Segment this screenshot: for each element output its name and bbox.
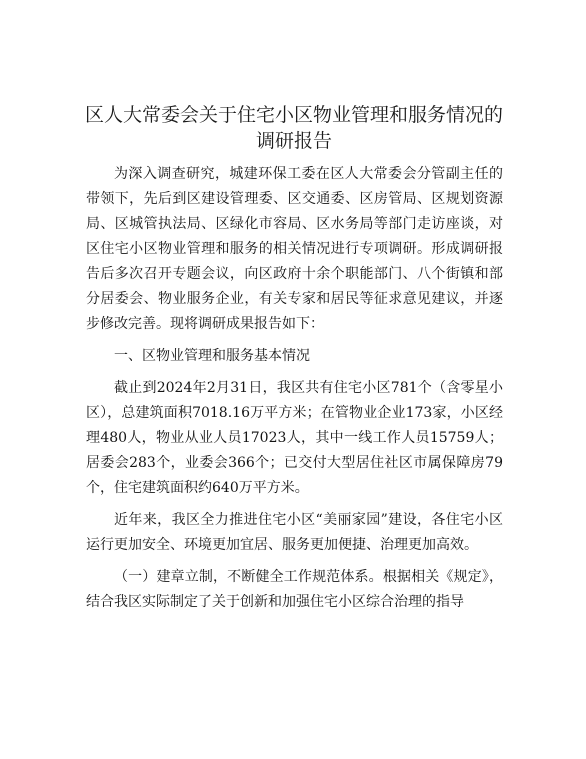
intro-paragraph: 为深入调查研究，城建环保工委在区人大常委会分管副主任的带领下，先后到区建设管理委、区交通委、区房管局、区规划资源局、区城管执法局、区绿化市容局、区水务局等部门走访座谈，对区住宅小区物业管理和服务的相关情况进行专项调研。形成调研报告后多次召开专题会议，向区政府十余个职能部门、八个街镇和部分居委会、物业服务企业，有关专家和居民等征求意见建议，并逐步修改完善。现将调研成果报告如下： [86, 166, 503, 332]
section-heading: 一、区物业管理和服务基本情况 [114, 348, 310, 364]
progress-paragraph: 近年来，我区全力推进住宅小区“美丽家园”建设，各住宅小区运行更加安全、环境更加宜居、服务更加便捷、治理更加高效。 [86, 512, 503, 553]
subsection-paragraph: （一）建章立制，不断健全工作规范体系。根据相关《规定》，结合我区实际制定了关于创新和加强住宅小区综合治理的指导 [86, 569, 503, 610]
document-title: 区人大常委会关于住宅小区物业管理和服务情况的调研报告 [84, 104, 503, 152]
statistics-paragraph: 截止到2024年2月31日，我区共有住宅小区781个（含零星小区），总建筑面积7018.16万平方米；在管物业企业173家，小区经理480人，物业从业人员17023人，其中一线工作人员15759人；居委会283个，业委会366个；已交付大型居住社区市属保障房79个，住宅建筑面积约640万平方米。 [86, 380, 503, 496]
document-body [86, 162, 503, 622]
